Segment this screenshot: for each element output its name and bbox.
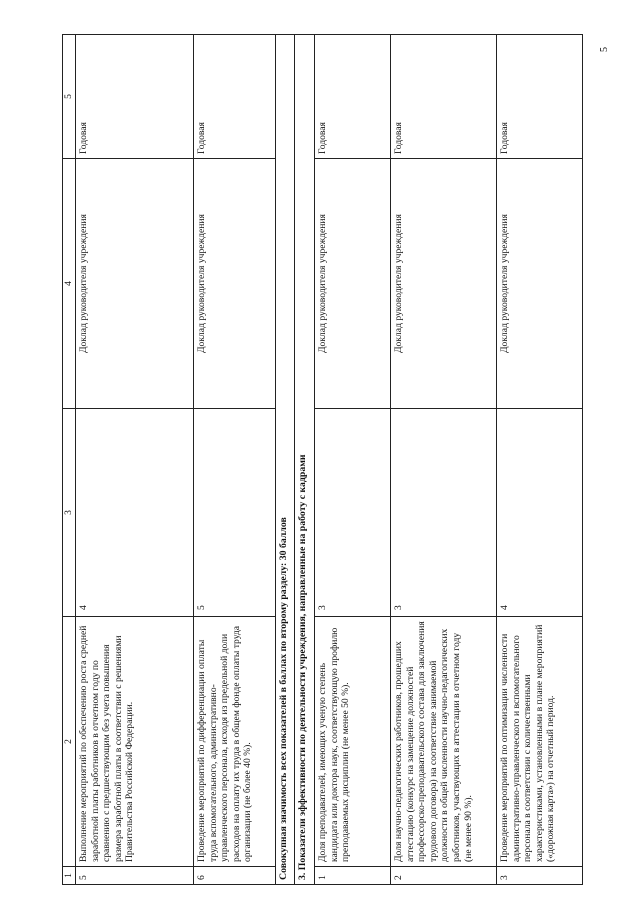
row-number: 3 bbox=[497, 867, 583, 885]
header-cell: 5 bbox=[63, 35, 76, 159]
table-row bbox=[497, 35, 583, 885]
indicator-text: Проведение мероприятий по дифференциации оплаты труда вспомогательного, административно-управленческого персонала, исходя из предельной доли расходов на оплату их труда в общем фонде оплаты труда организации (не более 40 %). bbox=[194, 617, 276, 867]
summary-row bbox=[276, 35, 295, 885]
indicator-text: Проведение мероприятий по оптимизации численности административно-управленческого и вспомогательного персонала в соответствии с количественными характеристиками, установленными в плане мероприятий («дорожная карта») на отчетный период. bbox=[497, 617, 583, 867]
indicator-score: 3 bbox=[315, 409, 391, 617]
indicators-table bbox=[62, 34, 583, 885]
header-cell: 2 bbox=[63, 617, 76, 867]
table-row bbox=[194, 35, 276, 885]
indicator-score: 5 bbox=[194, 409, 276, 617]
report-source: Доклад руководителя учреждения bbox=[497, 159, 583, 409]
table-header-row bbox=[63, 35, 76, 885]
row-number: 1 bbox=[315, 867, 391, 885]
table-row bbox=[391, 35, 497, 885]
report-period: Годовая bbox=[497, 35, 583, 159]
header-cell: 1 bbox=[63, 867, 76, 885]
indicator-text: Доля научно-педагогических работников, прошедших аттестацию (конкурс на замещение должностей профессорско-преподавательского состава для заключения трудового договора) на соответствие занимаемой должности в общей численности научно-педагогических работников, участвующих в аттестации в отчетном году (не менее 90 %). bbox=[391, 617, 497, 867]
header-cell: 3 bbox=[63, 409, 76, 617]
section-heading-row bbox=[295, 35, 315, 885]
report-period: Годовая bbox=[76, 35, 194, 159]
header-cell: 4 bbox=[63, 159, 76, 409]
report-period: Годовая bbox=[315, 35, 391, 159]
section-heading: 3. Показатели эффективности по деятельности учреждения, направленные на работу с кадрами bbox=[295, 35, 315, 885]
summary-text: Совокупная значимость всех показателей в баллах по второму разделу: 30 баллов bbox=[276, 35, 295, 885]
row-number: 2 bbox=[391, 867, 497, 885]
indicator-text: Доля преподавателей, имеющих ученую степень кандидата или доктора наук, соответствующую профилю преподаваемых дисциплин (не менее 50 %). bbox=[315, 617, 391, 867]
row-number: 6 bbox=[194, 867, 276, 885]
page-number: 5 bbox=[599, 47, 610, 52]
rotated-table-container bbox=[62, 35, 612, 885]
indicator-score: 4 bbox=[76, 409, 194, 617]
indicator-score: 4 bbox=[497, 409, 583, 617]
report-source: Доклад руководителя учреждения bbox=[194, 159, 276, 409]
indicator-text: Выполнение мероприятий по обеспечению роста средней заработной платы работников в отчетном году по сравнению с предшествующим без учета повышения размера заработной платы в соответствии с решениями Правительства Российской Федерации. bbox=[76, 617, 194, 867]
row-number: 5 bbox=[76, 867, 194, 885]
report-source: Доклад руководителя учреждения bbox=[391, 159, 497, 409]
indicator-score: 3 bbox=[391, 409, 497, 617]
table-row bbox=[315, 35, 391, 885]
table-row bbox=[76, 35, 194, 885]
report-source: Доклад руководителя учреждения bbox=[315, 159, 391, 409]
report-period: Годовая bbox=[194, 35, 276, 159]
report-source: Доклад руководителя учреждения bbox=[76, 159, 194, 409]
report-period: Годовая bbox=[391, 35, 497, 159]
